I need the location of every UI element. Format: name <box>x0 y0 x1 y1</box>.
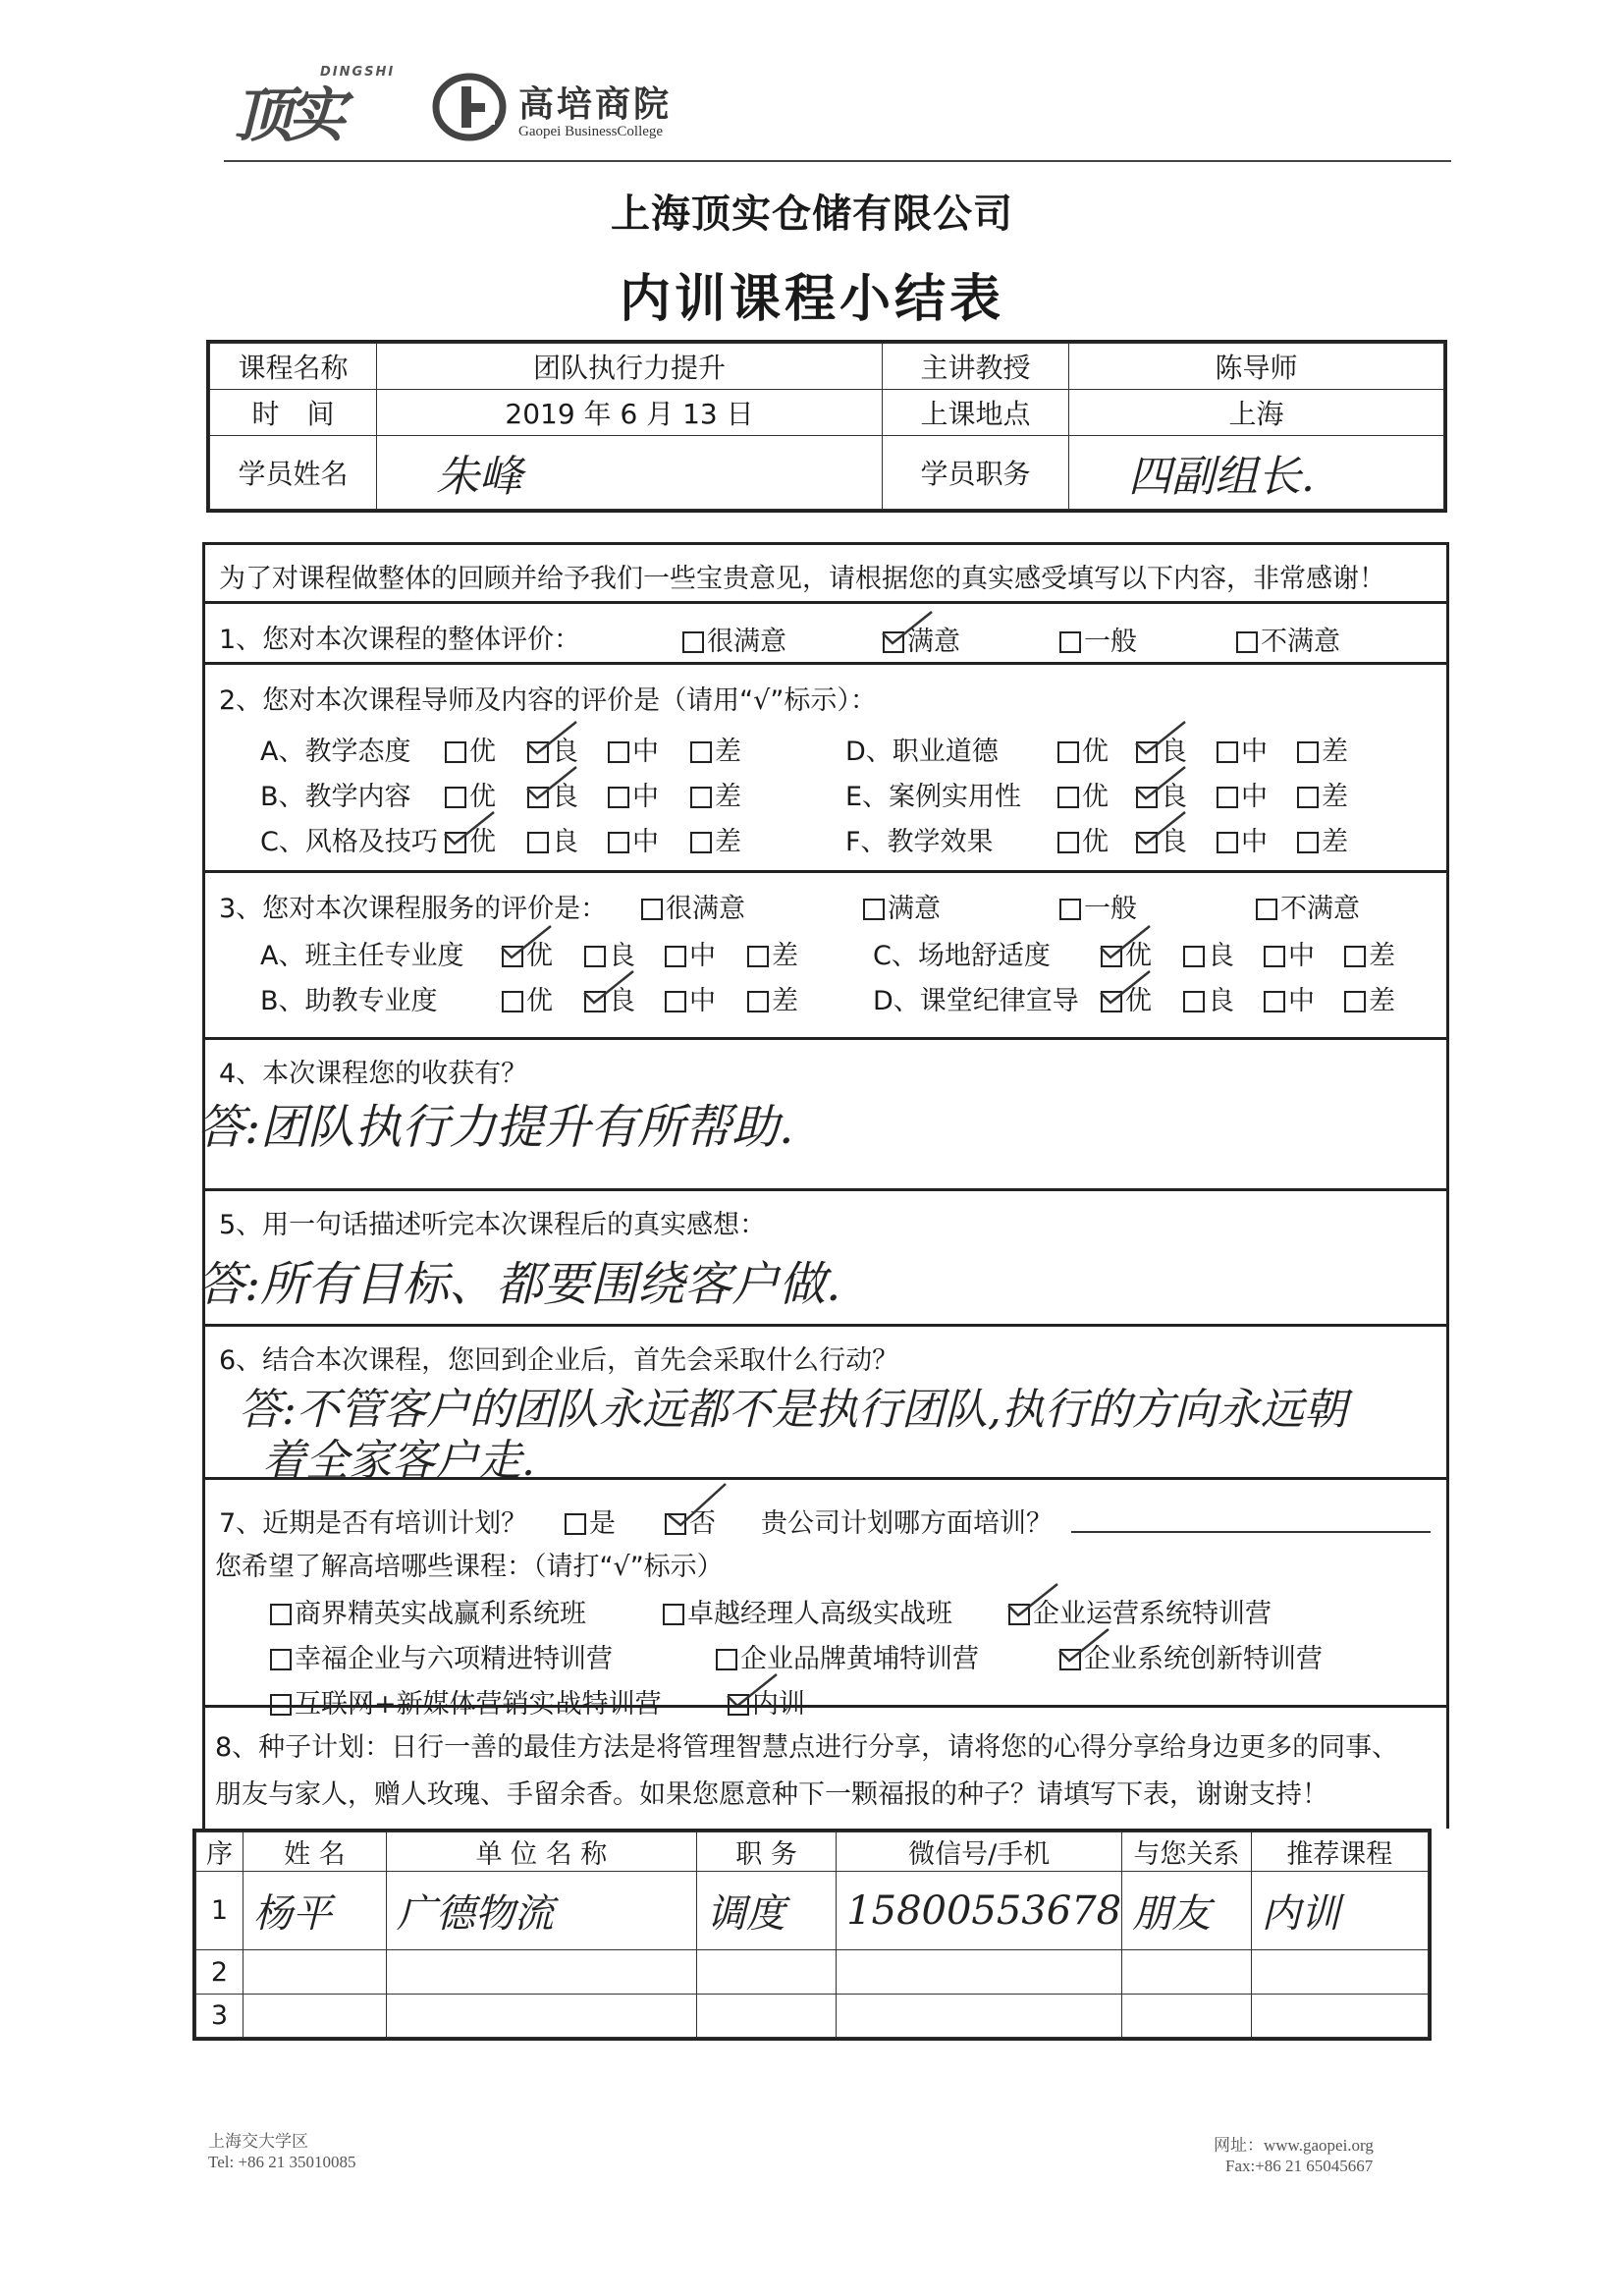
q1-option-4-checkbox[interactable] <box>1236 631 1258 653</box>
q2-item-6-grade-4-label: 差 <box>1322 827 1348 857</box>
q2-item-label: C、风格及技巧 <box>260 827 438 857</box>
dingshi-logo-text: 顶实 <box>234 82 340 150</box>
time-label: 时 间 <box>210 390 377 436</box>
q3-item-1-grade-4-label: 差 <box>772 941 798 971</box>
footer-fax: Fax:+86 21 65045667 <box>1225 2157 1374 2175</box>
q3-item-2-grade-1-checkbox[interactable] <box>502 991 523 1012</box>
q3-item-2-grade-3-label: 中 <box>689 986 716 1016</box>
seed-cell-no: 1 <box>196 1872 244 1950</box>
q3-item-4-grade-3-label: 中 <box>1288 986 1315 1016</box>
footer-website[interactable]: 网址：www.gaopei.org <box>1214 2136 1374 2155</box>
seed-plan-text-line-1: 8、种子计划：日行一善的最佳方法是将管理智慧点进行分享，请将您的心得分享给身边更多的同事、 <box>215 1732 1399 1763</box>
dingshi-logo <box>234 65 410 153</box>
q2-item-1-grade-2-checkbox[interactable] <box>527 741 549 763</box>
q3-item-2-grade-4[interactable] <box>747 979 798 1017</box>
q2-item-2-grade-4-label: 差 <box>715 782 741 812</box>
seed-header-cell: 推荐课程 <box>1251 1832 1428 1872</box>
course-option-5[interactable] <box>716 1637 979 1675</box>
q3-item-3-grade-4[interactable] <box>1344 934 1395 972</box>
q2-item-1-grade-2-label: 良 <box>552 737 578 767</box>
seed-cell-company[interactable] <box>386 1994 696 2037</box>
q3-item-1-grade-1[interactable] <box>502 934 553 972</box>
seed-cell-no: 3 <box>196 1994 244 2037</box>
q2-item-4-grade-4-checkbox[interactable] <box>1297 741 1319 763</box>
q2-item-2-grade-3[interactable] <box>608 775 659 813</box>
gaopei-english-name: Gaopei BusinessCollege <box>518 124 664 139</box>
q2-item-2-grade-2-label: 良 <box>552 782 578 812</box>
course-option-6[interactable] <box>1059 1637 1323 1675</box>
info-row-student <box>210 436 1444 510</box>
q3-item-3-grade-3-checkbox[interactable] <box>1264 946 1285 967</box>
info-row-time <box>210 390 1444 436</box>
seed-table-body <box>196 1872 1429 2038</box>
q3-item-3-grade-4-label: 差 <box>1369 941 1395 971</box>
question-3-title: 3、您对本次课程服务的评价是： <box>219 894 608 924</box>
q3-item-2-grade-2[interactable] <box>584 979 635 1017</box>
seed-cell-phone[interactable] <box>837 1994 1122 2037</box>
letterhead <box>224 59 1451 161</box>
q3-option-2[interactable] <box>863 887 941 925</box>
training-plan-yes[interactable] <box>565 1502 616 1540</box>
q1-option-1-label: 很满意 <box>707 627 786 657</box>
training-plan-no-checkbox[interactable] <box>665 1513 686 1535</box>
q3-item-2-grade-2-checkbox[interactable] <box>584 991 606 1012</box>
q2-item-3-grade-3-label: 中 <box>632 827 659 857</box>
seed-cell-relation[interactable] <box>1122 1950 1251 1994</box>
q3-option-2-checkbox[interactable] <box>863 899 885 920</box>
seed-cell-name[interactable] <box>243 1950 386 1994</box>
q3-option-3[interactable] <box>1059 887 1137 925</box>
q3-item-1-grade-3[interactable] <box>665 934 716 972</box>
q3-item-2-grade-3[interactable] <box>665 979 716 1017</box>
q3-item-1-grade-4-checkbox[interactable] <box>747 946 769 967</box>
q2-item-6-grade-3[interactable] <box>1217 820 1268 858</box>
question-5-answer[interactable]: 答:所有目标、都要围绕客户做. <box>197 1257 841 1312</box>
course-option-2-checkbox[interactable] <box>663 1604 684 1625</box>
intro-section <box>202 542 1449 601</box>
question-3-section <box>202 870 1449 1037</box>
course-option-3-label: 企业运营系统特训营 <box>1033 1599 1272 1629</box>
q1-option-4-label: 不满意 <box>1261 627 1340 657</box>
q2-item-5-grade-4-label: 差 <box>1322 782 1348 812</box>
q2-item-5-grade-3-checkbox[interactable] <box>1217 787 1238 808</box>
question-5-section <box>197 1188 1449 1324</box>
q3-item-4-grade-1[interactable] <box>1101 979 1152 1017</box>
q2-item-4-grade-2-label: 良 <box>1161 737 1187 767</box>
seed-table-header <box>196 1832 1429 1872</box>
q2-item-2-grade-1[interactable] <box>445 775 496 813</box>
course-label: 课程名称 <box>210 344 377 390</box>
q2-item-6-grade-2-label: 良 <box>1161 827 1187 857</box>
seed-header-cell: 姓 名 <box>243 1832 386 1872</box>
question-1-section <box>202 601 1449 662</box>
question-4-answer[interactable]: 答:团队执行力提升有所帮助. <box>197 1100 794 1155</box>
seed-cell-course[interactable]: 内训 <box>1251 1872 1428 1950</box>
q2-item-4-grade-3-checkbox[interactable] <box>1217 741 1238 763</box>
q2-item-5-grade-1-checkbox[interactable] <box>1057 787 1079 808</box>
q2-item-3-grade-1[interactable] <box>445 820 496 858</box>
course-option-3-checkbox[interactable] <box>1008 1604 1030 1625</box>
question-7-title: 7、近期是否有培训计划？ <box>219 1508 528 1539</box>
seed-plan-text-line-2: 朋友与家人，赠人玫瑰、手留余香。如果您愿意种下一颗福报的种子？请填写下表，谢谢支持！ <box>215 1779 1328 1810</box>
course-value[interactable]: 团队执行力提升 <box>377 344 883 390</box>
course-info-table <box>206 340 1447 513</box>
q1-option-1-checkbox[interactable] <box>682 631 704 653</box>
intro-text: 为了对课程做整体的回顾并给予我们一些宝贵意见，请根据您的真实感受填写以下内容，非常感谢！ <box>219 564 1385 594</box>
seed-cell-company[interactable]: 广德物流 <box>386 1872 696 1950</box>
seed-cell-course[interactable] <box>1251 1950 1428 1994</box>
q2-item-4-grade-1-checkbox[interactable] <box>1057 741 1079 763</box>
place-label: 上课地点 <box>883 390 1069 436</box>
seed-header-cell: 单 位 名 称 <box>386 1832 696 1872</box>
question-4-section <box>197 1037 1449 1188</box>
course-option-7-label: 互联网+新媒体营销实战特训营 <box>295 1689 662 1720</box>
seed-header-cell: 职 务 <box>696 1832 836 1872</box>
q2-item-4-grade-1[interactable] <box>1057 730 1109 768</box>
q3-option-1[interactable] <box>641 887 745 925</box>
q2-item-3-grade-1-checkbox[interactable] <box>445 832 466 853</box>
q3-item-1-grade-2-label: 良 <box>609 941 635 971</box>
question-2-section <box>202 662 1449 870</box>
q2-item-1-grade-1-label: 优 <box>469 737 496 767</box>
teacher-label: 主讲教授 <box>883 344 1069 390</box>
q2-item-4-grade-4-label: 差 <box>1322 737 1348 767</box>
training-plan-yes-label: 是 <box>589 1508 616 1539</box>
seed-header-cell: 序 <box>196 1832 244 1872</box>
q2-item-label: E、案例实用性 <box>845 782 1022 812</box>
q2-item-4-grade-1-label: 优 <box>1082 737 1109 767</box>
q2-item-6-grade-3-label: 中 <box>1241 827 1268 857</box>
training-plan-no-label: 否 <box>689 1508 716 1539</box>
seed-table-row <box>196 1994 1429 2037</box>
q3-item-4-grade-1-label: 优 <box>1125 986 1152 1016</box>
course-option-6-checkbox[interactable] <box>1059 1649 1081 1670</box>
q2-item-3-grade-2[interactable] <box>527 820 578 858</box>
q3-item-4-grade-1-checkbox[interactable] <box>1101 991 1122 1012</box>
footer-tel: Tel: +86 21 35010085 <box>208 2153 356 2171</box>
course-option-4-checkbox[interactable] <box>270 1649 292 1670</box>
q1-option-3[interactable] <box>1059 620 1137 658</box>
q2-item-4-grade-2[interactable] <box>1136 730 1187 768</box>
course-option-1-checkbox[interactable] <box>270 1604 292 1625</box>
q2-item-1-grade-4-label: 差 <box>715 737 741 767</box>
q1-option-1[interactable] <box>682 620 786 658</box>
q2-item-5-grade-2-checkbox[interactable] <box>1136 787 1158 808</box>
seed-cell-course[interactable] <box>1251 1994 1428 2037</box>
q3-item-4-grade-2-label: 良 <box>1208 986 1234 1016</box>
question-6-answer-line-1[interactable]: 答:不管客户的团队永远都不是执行团队,执行的方向永远朝 <box>239 1385 1347 1435</box>
header-divider <box>224 160 1451 162</box>
q3-option-3-label: 一般 <box>1084 894 1137 924</box>
q2-item-5-grade-1[interactable] <box>1057 775 1109 813</box>
q3-item-2-grade-1[interactable] <box>502 979 553 1017</box>
q1-option-3-checkbox[interactable] <box>1059 631 1081 653</box>
q3-item-3-grade-1-label: 优 <box>1125 941 1152 971</box>
form-title: 内训课程小结表 <box>619 270 1004 329</box>
q2-item-5-grade-4[interactable] <box>1297 775 1348 813</box>
q2-item-6-grade-1-label: 优 <box>1082 827 1109 857</box>
time-value[interactable]: 2019 年 6 月 13 日 <box>377 390 883 436</box>
course-option-6-label: 企业系统创新特训营 <box>1084 1644 1323 1674</box>
courses-title: 您希望了解高培哪些课程：（请打“√”标示） <box>215 1552 724 1582</box>
seed-cell-phone[interactable]: 15800553678 <box>837 1872 1122 1950</box>
student-position-value[interactable]: 四副组长. <box>1069 436 1444 510</box>
q3-item-3-grade-4-checkbox[interactable] <box>1344 946 1366 967</box>
q2-item-3-grade-4-checkbox[interactable] <box>690 832 712 853</box>
q2-item-1-grade-4-checkbox[interactable] <box>690 741 712 763</box>
q3-item-4-grade-4-label: 差 <box>1369 986 1395 1016</box>
q3-item-1-grade-4[interactable] <box>747 934 798 972</box>
q2-item-3-grade-3-checkbox[interactable] <box>608 832 629 853</box>
seed-cell-position[interactable] <box>696 1994 836 2037</box>
q2-item-2-grade-1-label: 优 <box>469 782 496 812</box>
q3-item-1-grade-1-checkbox[interactable] <box>502 946 523 967</box>
q3-option-4-label: 不满意 <box>1280 894 1360 924</box>
q3-item-3-grade-3[interactable] <box>1264 934 1315 972</box>
seed-header-cell: 与您关系 <box>1122 1832 1251 1872</box>
q2-item-2-grade-2[interactable] <box>527 775 578 813</box>
q2-item-6-grade-3-checkbox[interactable] <box>1217 832 1238 853</box>
q2-item-1-grade-4[interactable] <box>690 730 741 768</box>
q2-item-2-grade-3-checkbox[interactable] <box>608 787 629 808</box>
q2-item-6-grade-1-checkbox[interactable] <box>1057 832 1079 853</box>
q2-item-3-grade-1-label: 优 <box>469 827 496 857</box>
q2-item-5-grade-1-label: 优 <box>1082 782 1109 812</box>
q3-item-3-grade-2[interactable] <box>1183 934 1234 972</box>
q2-item-label: F、教学效果 <box>845 827 994 857</box>
q2-item-5-grade-2[interactable] <box>1136 775 1187 813</box>
q3-option-3-checkbox[interactable] <box>1059 899 1081 920</box>
q2-item-2-grade-4-checkbox[interactable] <box>690 787 712 808</box>
seed-plan-table <box>192 1829 1432 2041</box>
q3-item-1-grade-1-label: 优 <box>526 941 553 971</box>
q3-item-1-grade-2[interactable] <box>584 934 635 972</box>
course-option-3[interactable] <box>1008 1592 1272 1630</box>
q2-item-6-grade-2-checkbox[interactable] <box>1136 832 1158 853</box>
q2-item-6-grade-2[interactable] <box>1136 820 1187 858</box>
student-name-label: 学员姓名 <box>210 436 377 510</box>
q2-item-3-grade-2-checkbox[interactable] <box>527 832 549 853</box>
q2-item-2-grade-4[interactable] <box>690 775 741 813</box>
q3-option-1-label: 很满意 <box>666 894 745 924</box>
question-4-title: 4、本次课程您的收获有？ <box>219 1059 528 1089</box>
footer-campus: 上海交大学区 <box>208 2132 308 2151</box>
teacher-value[interactable]: 陈导师 <box>1069 344 1444 390</box>
q3-item-4-grade-4[interactable] <box>1344 979 1395 1017</box>
q3-option-4[interactable] <box>1256 887 1360 925</box>
q2-item-5-grade-3-label: 中 <box>1241 782 1268 812</box>
q2-item-label: D、职业道德 <box>845 737 999 767</box>
q2-item-label: B、教学内容 <box>260 782 411 812</box>
q2-item-2-grade-3-label: 中 <box>632 782 659 812</box>
q2-item-3-grade-2-label: 良 <box>552 827 578 857</box>
course-option-2[interactable] <box>663 1592 952 1630</box>
q3-item-2-grade-4-label: 差 <box>772 986 798 1016</box>
training-plan-yes-checkbox[interactable] <box>565 1513 586 1535</box>
course-option-4[interactable] <box>270 1637 613 1675</box>
company-name: 上海顶实仓储有限公司 <box>611 191 1013 237</box>
q3-item-3-grade-3-label: 中 <box>1288 941 1315 971</box>
course-option-4-label: 幸福企业与六项精进特训营 <box>295 1644 613 1674</box>
q2-item-1-grade-3-label: 中 <box>632 737 659 767</box>
seed-cell-name[interactable] <box>243 1994 386 2037</box>
question-6-answer-line-2[interactable]: 着全家客户走. <box>262 1436 535 1486</box>
training-aspect-input[interactable] <box>1071 1531 1431 1533</box>
seed-table-row <box>196 1950 1429 1994</box>
q3-item-4-grade-4-checkbox[interactable] <box>1344 991 1366 1012</box>
q3-option-2-label: 满意 <box>888 894 941 924</box>
q3-item-3-grade-2-label: 良 <box>1208 941 1234 971</box>
q3-item-4-grade-2[interactable] <box>1183 979 1234 1017</box>
q3-option-4-checkbox[interactable] <box>1256 899 1277 920</box>
q3-item-4-grade-3[interactable] <box>1264 979 1315 1017</box>
q2-item-3-grade-4-label: 差 <box>715 827 741 857</box>
q3-item-1-grade-2-checkbox[interactable] <box>584 946 606 967</box>
seed-cell-relation[interactable] <box>1122 1994 1251 2037</box>
q3-item-3-grade-1[interactable] <box>1101 934 1152 972</box>
q2-item-5-grade-3[interactable] <box>1217 775 1268 813</box>
question-7-section <box>202 1477 1449 1720</box>
student-name-value[interactable]: 朱峰 <box>377 436 883 510</box>
course-option-1-label: 商界精英实战赢利系统班 <box>295 1599 586 1629</box>
q2-item-1-grade-3[interactable] <box>608 730 659 768</box>
seed-cell-phone[interactable] <box>837 1950 1122 1994</box>
q3-item-label: C、场地舒适度 <box>873 941 1051 971</box>
q2-item-4-grade-3-label: 中 <box>1241 737 1268 767</box>
course-option-1[interactable] <box>270 1592 586 1630</box>
course-option-8-label: 内训 <box>752 1689 805 1720</box>
seed-cell-position[interactable] <box>696 1950 836 1994</box>
training-plan-no[interactable] <box>665 1502 716 1540</box>
seed-cell-relation[interactable]: 朋友 <box>1122 1872 1251 1950</box>
q3-item-label: A、班主任专业度 <box>260 941 464 971</box>
q2-item-3-grade-4[interactable] <box>690 820 741 858</box>
q2-item-1-grade-1-checkbox[interactable] <box>445 741 466 763</box>
q3-item-3-grade-2-checkbox[interactable] <box>1183 946 1205 967</box>
question-6-section <box>202 1324 1449 1486</box>
q2-item-label: A、教学态度 <box>260 737 411 767</box>
q3-item-label: B、助教专业度 <box>260 986 438 1016</box>
q1-option-4[interactable] <box>1236 620 1340 658</box>
seed-cell-name[interactable]: 杨平 <box>243 1872 386 1950</box>
question-6-title: 6、结合本次课程，您回到企业后，首先会采取什么行动？ <box>219 1345 899 1376</box>
place-value[interactable]: 上海 <box>1069 390 1444 436</box>
q2-item-4-grade-4[interactable] <box>1297 730 1348 768</box>
gaopei-logo-icon <box>432 73 507 141</box>
seed-header-cell: 微信号/手机 <box>837 1832 1122 1872</box>
course-option-5-checkbox[interactable] <box>716 1649 737 1670</box>
q3-option-1-checkbox[interactable] <box>641 899 663 920</box>
q3-item-2-grade-1-label: 优 <box>526 986 553 1016</box>
q2-item-4-grade-3[interactable] <box>1217 730 1268 768</box>
question-1-title: 1、您对本次课程的整体评价： <box>219 625 581 655</box>
q2-item-6-grade-1[interactable] <box>1057 820 1109 858</box>
q2-item-2-grade-1-checkbox[interactable] <box>445 787 466 808</box>
q3-item-4-grade-2-checkbox[interactable] <box>1183 991 1205 1012</box>
seed-cell-position[interactable]: 调度 <box>696 1872 836 1950</box>
q2-item-5-grade-2-label: 良 <box>1161 782 1187 812</box>
info-row-course <box>210 344 1444 390</box>
q3-item-2-grade-2-label: 良 <box>609 986 635 1016</box>
q3-item-label: D、课堂纪律宣导 <box>873 986 1079 1016</box>
q2-item-1-grade-2[interactable] <box>527 730 578 768</box>
seed-table-row <box>196 1872 1429 1950</box>
q2-item-2-grade-2-checkbox[interactable] <box>527 787 549 808</box>
q1-option-2-checkbox[interactable] <box>883 631 904 653</box>
q1-option-2-label: 满意 <box>907 627 960 657</box>
q3-item-1-grade-3-label: 中 <box>689 941 716 971</box>
seed-cell-company[interactable] <box>386 1950 696 1994</box>
question-5-title: 5、用一句话描述听完本次课程后的真实感想： <box>219 1210 767 1240</box>
course-option-5-label: 企业品牌黄埔特训营 <box>740 1644 979 1674</box>
q3-item-1-grade-3-checkbox[interactable] <box>665 946 686 967</box>
dingshi-logo-subtext: DINGSHI <box>320 65 396 80</box>
q2-item-6-grade-4[interactable] <box>1297 820 1348 858</box>
q3-item-3-grade-1-checkbox[interactable] <box>1101 946 1122 967</box>
q1-option-2[interactable] <box>883 620 960 658</box>
gaopei-name: 高培商院 <box>518 83 673 125</box>
training-aspect-label: 贵公司计划哪方面培训？ <box>761 1508 1053 1539</box>
q3-item-4-grade-3-checkbox[interactable] <box>1264 991 1285 1012</box>
q2-item-6-grade-4-checkbox[interactable] <box>1297 832 1319 853</box>
q2-item-1-grade-1[interactable] <box>445 730 496 768</box>
question-2-title: 2、您对本次课程导师及内容的评价是（请用“√”标示）： <box>219 685 877 716</box>
course-option-2-label: 卓越经理人高级实战班 <box>687 1599 952 1629</box>
student-position-label: 学员职务 <box>883 436 1069 510</box>
question-8-section <box>202 1705 1449 1829</box>
q3-item-2-grade-4-checkbox[interactable] <box>747 991 769 1012</box>
q1-option-3-label: 一般 <box>1084 627 1137 657</box>
q3-item-2-grade-3-checkbox[interactable] <box>665 991 686 1012</box>
q2-item-4-grade-2-checkbox[interactable] <box>1136 741 1158 763</box>
q2-item-3-grade-3[interactable] <box>608 820 659 858</box>
q2-item-5-grade-4-checkbox[interactable] <box>1297 787 1319 808</box>
q2-item-1-grade-3-checkbox[interactable] <box>608 741 629 763</box>
seed-cell-no: 2 <box>196 1950 244 1994</box>
